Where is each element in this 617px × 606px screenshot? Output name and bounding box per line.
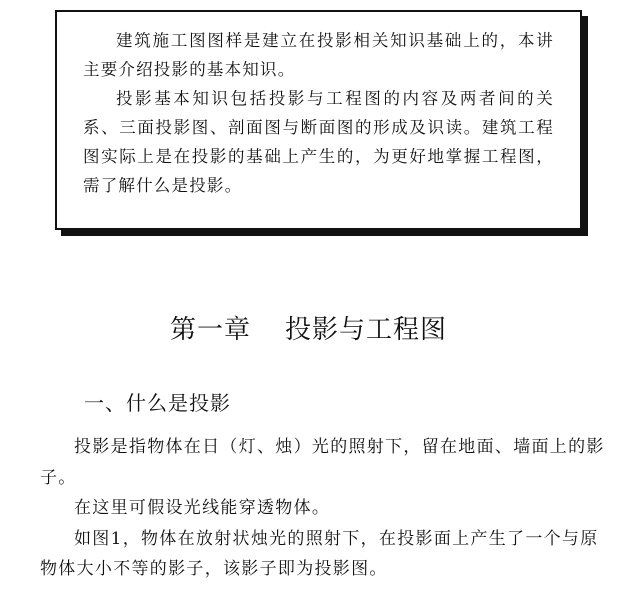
chapter-title xyxy=(0,313,617,347)
body-text xyxy=(40,432,605,585)
section-title: 一、什么是投影 xyxy=(84,391,231,415)
intro-paragraph-1: 建筑施工图图样是建立在投影相关知识基础上的，本讲主要介绍投影的基本知识。 xyxy=(83,31,554,79)
body-paragraph-1: 投影是指物体在日（灯、烛）光的照射下，留在地面、墙面上的影子。 xyxy=(40,437,605,488)
chapter-number: 第一章 xyxy=(169,315,251,345)
body-paragraph-3: 如图1，物体在放射状烛光的照射下，在投影面上产生了一个与原物体大小不等的影子，该影子即为投影图。 xyxy=(40,528,599,579)
body-paragraph-2: 在这里可假设光线能穿透物体。 xyxy=(74,498,331,518)
intro-paragraph-2: 投影基本知识包括投影与工程图的内容及两者间的关系、三面投影图、剖面图与断面图的形成及识读。建筑工程图实际上是在投影的基础上产生的，为更好地掌握工程图，需了解什么是投影。 xyxy=(83,89,554,195)
intro-box xyxy=(55,10,582,230)
chapter-name: 投影与工程图 xyxy=(285,315,448,345)
